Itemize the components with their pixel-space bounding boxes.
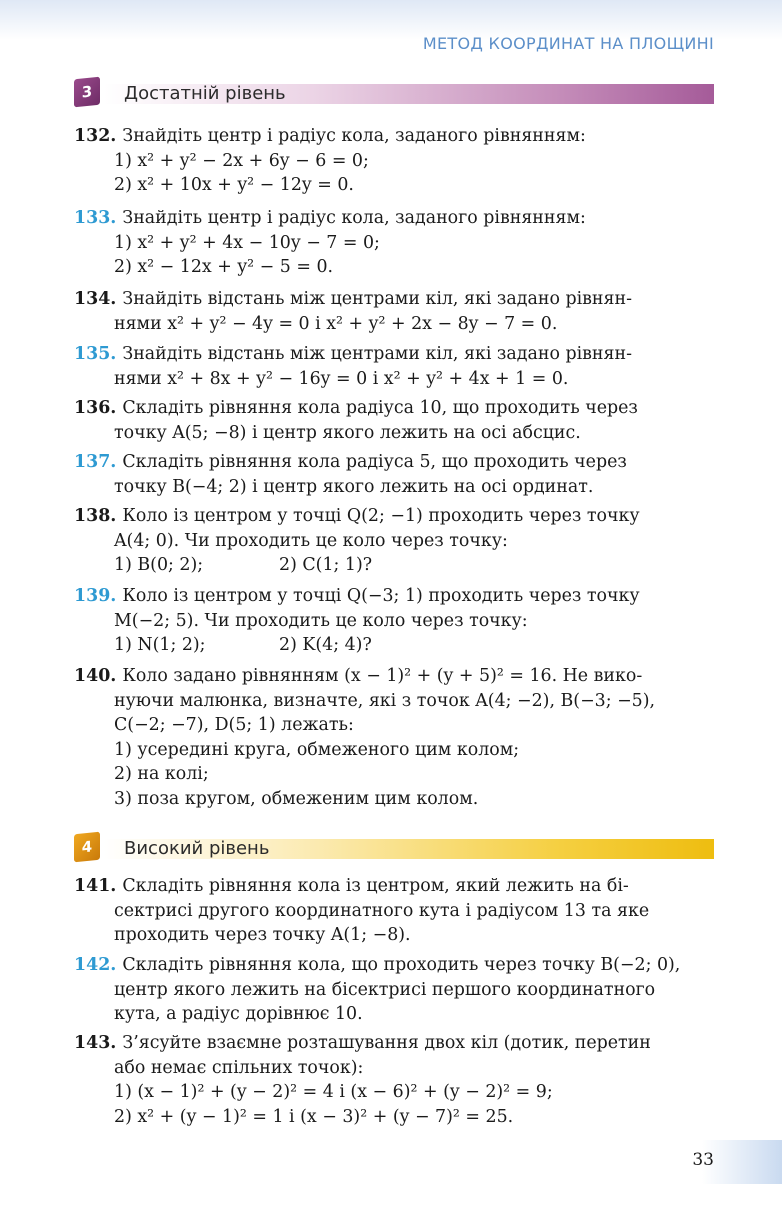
problem-number: 143. bbox=[74, 1033, 117, 1053]
problem-sub: 1) усередині круга, обмеженого цим колом; bbox=[114, 739, 520, 760]
problem-text: A(4; 0). Чи проходить це коло через точку: bbox=[114, 530, 508, 551]
problem-133 bbox=[74, 206, 716, 280]
problem-text: Знайдіть відстань між центрами кіл, які задано рівнян- bbox=[122, 289, 632, 309]
problem-text: Коло із центром у точці Q(2; −1) проходить через точку bbox=[122, 506, 640, 526]
problem-option: 2) C(1; 1)? bbox=[279, 555, 373, 575]
problem-text: Складіть рівняння кола радіуса 5, що проходить через bbox=[122, 452, 627, 472]
level-badge: 4 bbox=[74, 832, 100, 863]
problem-number: 139. bbox=[74, 586, 117, 606]
problem-text: сектрисі другого координатного кута і радіусом 13 та яке bbox=[114, 900, 650, 921]
problem-option: 1) B(0; 2); bbox=[114, 555, 204, 575]
problem-sub: 1) (x − 1)² + (y − 2)² = 4 і (x − 6)² + (y − 2)² = 9; bbox=[114, 1082, 553, 1102]
problem-132 bbox=[74, 124, 716, 198]
problem-137 bbox=[74, 450, 716, 499]
problem-sub: 1) x² + y² − 2x + 6y − 6 = 0; bbox=[114, 150, 369, 171]
problem-number: 138. bbox=[74, 506, 117, 526]
problem-number: 137. bbox=[74, 452, 117, 472]
level-header-4 bbox=[74, 837, 714, 861]
problem-option: 1) N(1; 2); bbox=[114, 635, 206, 655]
problem-136 bbox=[74, 396, 716, 445]
problem-text: точку B(−4; 2) і центр якого лежить на осі ординат. bbox=[114, 476, 594, 497]
problem-text: Знайдіть центр і радіус кола, заданого рівнянням: bbox=[122, 208, 586, 228]
level-header-3 bbox=[74, 82, 714, 106]
problem-number: 140. bbox=[74, 666, 117, 686]
problem-sub: 2) x² − 12x + y² − 5 = 0. bbox=[114, 257, 334, 277]
problem-number: 132. bbox=[74, 126, 117, 146]
problem-text: Знайдіть відстань між центрами кіл, які задано рівнян- bbox=[122, 344, 632, 364]
level-title: Високий рівень bbox=[124, 838, 270, 859]
problem-text: M(−2; 5). Чи проходить це коло через точку: bbox=[114, 610, 528, 631]
problem-134 bbox=[74, 287, 716, 336]
problem-141 bbox=[74, 874, 716, 948]
problem-text: нуючи малюнка, визначте, які з точок A(4; −2), B(−3; −5), bbox=[114, 690, 656, 711]
problem-text: проходить через точку A(1; −8). bbox=[114, 925, 411, 945]
level-title: Достатній рівень bbox=[124, 83, 286, 104]
problem-text: З’ясуйте взаємне розташування двох кіл (дотик, перетин bbox=[122, 1033, 651, 1053]
problem-text: Коло задано рівнянням (x − 1)² + (y + 5)² = 16. Не вико- bbox=[122, 666, 643, 686]
problem-sub: 2) x² + 10x + y² − 12y = 0. bbox=[114, 175, 354, 195]
problem-text: Коло із центром у точці Q(−3; 1) проходить через точку bbox=[122, 586, 640, 606]
problem-text: Складіть рівняння кола радіуса 10, що проходить через bbox=[122, 398, 638, 418]
problem-text: C(−2; −7), D(5; 1) лежать: bbox=[114, 715, 354, 735]
problem-135 bbox=[74, 342, 716, 391]
problem-text: Знайдіть центр і радіус кола, заданого рівнянням: bbox=[122, 126, 586, 146]
problem-text: нями x² + 8x + y² − 16y = 0 і x² + y² + 4x + 1 = 0. bbox=[114, 368, 569, 389]
problem-sub: 1) x² + y² + 4x − 10y − 7 = 0; bbox=[114, 232, 380, 253]
problem-text: Складіть рівняння кола, що проходить через точку B(−2; 0), bbox=[122, 955, 681, 975]
problem-number: 141. bbox=[74, 876, 117, 896]
problem-sub: 2) x² + (y − 1)² = 1 і (x − 3)² + (y − 7)² = 25. bbox=[114, 1106, 514, 1127]
page-number: 33 bbox=[692, 1150, 714, 1170]
problem-text: Складіть рівняння кола із центром, який лежить на бі- bbox=[122, 876, 629, 896]
problem-text: центр якого лежить на бісектрисі першого координатного bbox=[114, 979, 656, 1000]
problem-number: 135. bbox=[74, 344, 117, 364]
problem-139 bbox=[74, 584, 716, 658]
problem-142 bbox=[74, 953, 716, 1027]
problem-number: 142. bbox=[74, 955, 117, 975]
problem-text: кута, а радіус дорівнює 10. bbox=[114, 1004, 363, 1024]
problem-138 bbox=[74, 504, 716, 578]
level-badge: 3 bbox=[74, 77, 100, 108]
running-head: МЕТОД КООРДИНАТ НА ПЛОЩИНІ bbox=[422, 34, 714, 53]
problem-text: або немає спільних точок): bbox=[114, 1057, 364, 1078]
problem-sub: 3) поза кругом, обмеженим цим колом. bbox=[114, 788, 479, 809]
problem-number: 136. bbox=[74, 398, 117, 418]
problem-number: 133. bbox=[74, 208, 117, 228]
problem-option: 2) K(4; 4)? bbox=[279, 635, 372, 655]
problem-text: точку A(5; −8) і центр якого лежить на осі абсцис. bbox=[114, 422, 581, 443]
problem-sub: 2) на колі; bbox=[114, 764, 209, 784]
corner-decoration bbox=[702, 1140, 782, 1184]
problem-143 bbox=[74, 1031, 716, 1129]
problem-140 bbox=[74, 664, 716, 811]
problem-text: нями x² + y² − 4y = 0 і x² + y² + 2x − 8y − 7 = 0. bbox=[114, 313, 558, 334]
problem-number: 134. bbox=[74, 289, 117, 309]
